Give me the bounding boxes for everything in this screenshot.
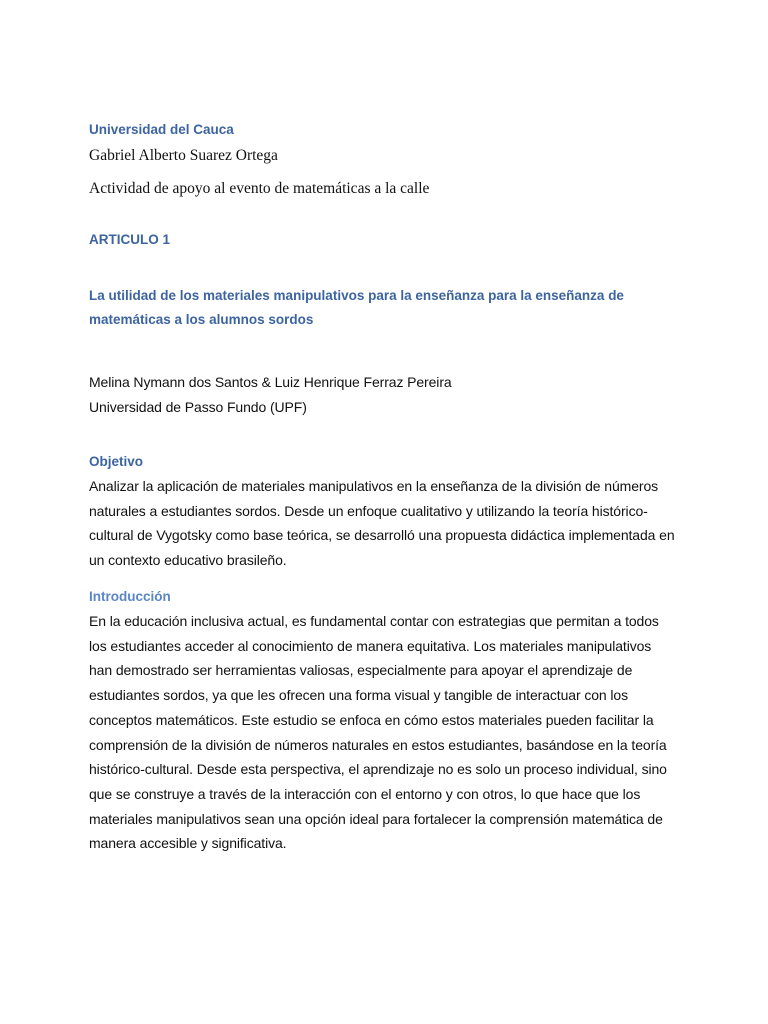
activity-description: Actividad de apoyo al evento de matemáticas a la calle <box>89 180 430 197</box>
article-label: ARTICULO 1 <box>89 232 170 247</box>
paragraph-line: comprensión de la división de números naturales en estos estudiantes, basándose en la teoría <box>89 736 667 753</box>
article-affiliation: Universidad de Passo Fundo (UPF) <box>89 398 307 415</box>
article-authors: Melina Nymann dos Santos & Luiz Henrique Ferraz Pereira <box>89 374 452 390</box>
paragraph-line: los estudiantes acceder al conocimiento de manera equitativa. Los materiales manipulativos <box>89 637 652 654</box>
paragraph-line: naturales a estudiantes sordos. Desde un enfoque cualitativo y utilizando la teoría histórico- <box>89 502 648 519</box>
introduction-paragraph <box>89 609 689 856</box>
paragraph-line: manera accesible y significativa. <box>89 835 287 852</box>
author-name: Gabriel Alberto Suarez Ortega <box>89 147 278 164</box>
objective-heading: Objetivo <box>89 454 144 469</box>
paragraph-line: histórico-cultural. Desde esta perspectiva, el aprendizaje no es solo un proceso individual, sino <box>89 761 667 778</box>
paragraph-line: un contexto educativo brasileño. <box>89 552 287 569</box>
article-byline <box>89 370 689 419</box>
paragraph-line: cultural de Vygotsky como base teórica, se desarrolló una propuesta didáctica implementada en <box>89 527 675 544</box>
paragraph-line: materiales manipulativos sean una opción ideal para fortalecer la comprensión matemática de <box>89 810 663 827</box>
paragraph-line: En la educación inclusiva actual, es fundamental contar con estrategias que permitan a todos <box>89 613 659 629</box>
paragraph-line: estudiantes sordos, ya que les ofrecen una forma visual y tangible de interactuar con los <box>89 687 628 704</box>
paragraph-line: Analizar la aplicación de materiales manipulativos en la enseñanza de la división de números <box>89 478 659 494</box>
objective-paragraph <box>89 474 689 573</box>
introduction-heading: Introducción <box>89 589 171 604</box>
paragraph-line: han demostrado ser herramientas valiosas, especialmente para apoyar el aprendizaje de <box>89 662 633 679</box>
paragraph-line: conceptos matemáticos. Este estudio se enfoca en cómo estos materiales pueden facilitar la <box>89 711 654 728</box>
paragraph-line: que se construye a través de la interacción con el entorno y con otros, lo que hace que los <box>89 785 641 802</box>
institution-name: Universidad del Cauca <box>89 122 234 137</box>
article-title-line: matemáticas a los alumnos sordos <box>89 312 314 327</box>
article-title <box>89 284 689 332</box>
article-title-line: La utilidad de los materiales manipulativos para la enseñanza para la enseñanza de <box>89 288 624 303</box>
